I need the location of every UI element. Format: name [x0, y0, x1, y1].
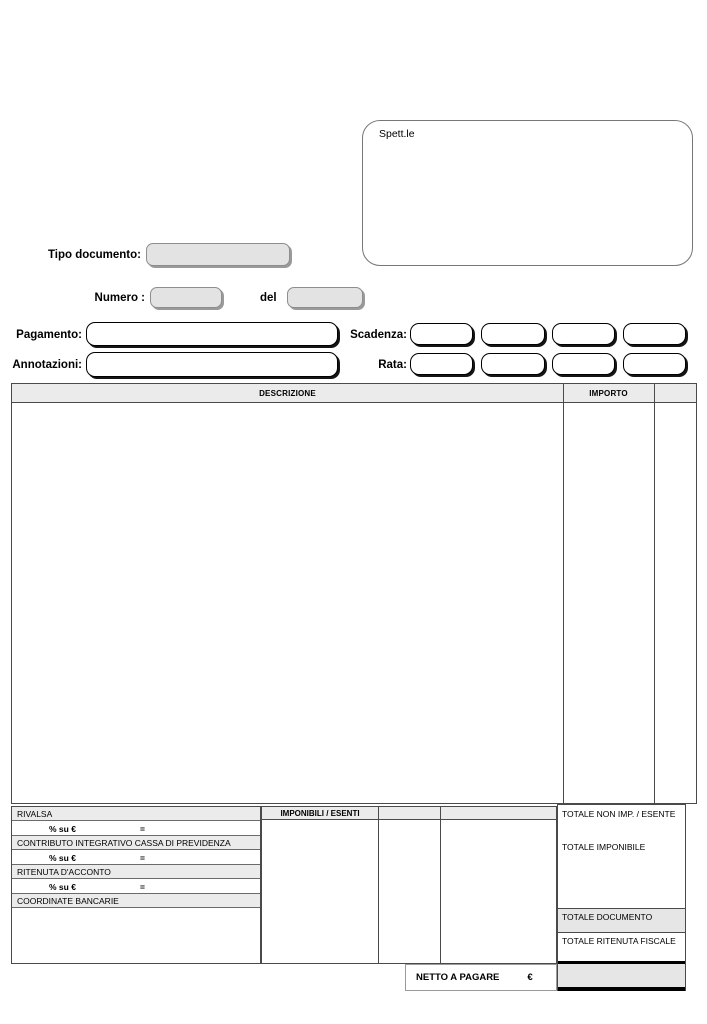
del-label: del [260, 292, 277, 304]
scadenza-box-1[interactable] [410, 323, 473, 345]
netto-a-pagare-value-cell [558, 964, 685, 987]
annotazioni-label: Annotazioni: [12, 359, 82, 371]
totals-upper-cell [558, 805, 685, 908]
tipo-documento-field[interactable] [146, 243, 290, 266]
contributo-row: CONTRIBUTO INTEGRATIVO CASSA DI PREVIDENZA [12, 836, 260, 850]
totale-documento-cell: TOTALE DOCUMENTO [558, 908, 685, 932]
importo-body-cell[interactable] [564, 403, 654, 803]
imponibili-column-2 [379, 807, 441, 963]
contributo-percent-row[interactable] [12, 850, 260, 865]
rata-box-2[interactable] [481, 353, 545, 375]
netto-a-pagare-label: NETTO A PAGARE [416, 972, 500, 983]
imponibili-column-3 [441, 807, 556, 963]
equals-sign: = [140, 882, 145, 892]
scadenza-box-2[interactable] [481, 323, 545, 345]
rata-box-3[interactable] [552, 353, 615, 375]
descrizione-header: DESCRIZIONE [259, 389, 316, 398]
scadenza-box-4[interactable] [623, 323, 686, 345]
charges-box [11, 806, 261, 964]
ritenuta-acconto-row: RITENUTA D'ACCONTO [12, 865, 260, 879]
rata-box-4[interactable] [623, 353, 686, 375]
totale-non-imponibile-label: TOTALE NON IMP. / ESENTE [562, 809, 676, 819]
percent-label: % su € [49, 824, 76, 834]
recipient-label: Spett.le [379, 128, 415, 140]
annotazioni-field[interactable] [86, 352, 338, 377]
euro-symbol: € [527, 972, 533, 983]
tipo-documento-label: Tipo documento: [47, 249, 141, 261]
ritenuta-percent-row[interactable] [12, 879, 260, 894]
items-table-header [12, 384, 696, 403]
scadenza-label: Scadenza: [350, 329, 407, 341]
recipient-address-box[interactable] [362, 120, 693, 266]
imponibili-value-cell-1[interactable] [262, 820, 378, 963]
grand-total-double-rule [558, 987, 685, 991]
rivalsa-percent-row[interactable] [12, 821, 260, 836]
percent-label: % su € [49, 882, 76, 892]
items-table [11, 383, 697, 804]
equals-sign: = [140, 853, 145, 863]
totale-imponibile-label: TOTALE IMPONIBILE [562, 842, 646, 852]
numero-field[interactable] [150, 287, 222, 308]
imponibili-header-blank-1 [379, 807, 440, 820]
scadenza-box-3[interactable] [552, 323, 615, 345]
coordinate-bancarie-row: COORDINATE BANCARIE [12, 894, 260, 908]
imponibili-header-blank-2 [441, 807, 556, 820]
rata-label: Rata: [378, 359, 407, 371]
totals-box [557, 804, 686, 991]
numero-label: Numero : [94, 292, 145, 304]
descrizione-body-cell[interactable] [12, 403, 563, 803]
pagamento-label: Pagamento: [16, 329, 82, 341]
pagamento-field[interactable] [86, 322, 338, 346]
netto-a-pagare-box [405, 964, 557, 991]
coordinate-bancarie-area[interactable] [12, 908, 260, 965]
importo-header: IMPORTO [589, 389, 628, 398]
imponibili-header: IMPONIBILI / ESENTI [262, 807, 378, 820]
totale-ritenuta-fiscale-cell: TOTALE RITENUTA FISCALE [558, 932, 685, 961]
percent-label: % su € [49, 853, 76, 863]
imponibili-value-cell-3[interactable] [441, 820, 556, 963]
rivalsa-row: RIVALSA [12, 807, 260, 821]
imponibili-section [261, 806, 557, 964]
imponibili-column-1 [262, 807, 379, 963]
extra-body-cell[interactable] [655, 403, 697, 803]
equals-sign: = [140, 824, 145, 834]
data-documento-field[interactable] [287, 287, 363, 308]
imponibili-value-cell-2[interactable] [379, 820, 440, 963]
rata-box-1[interactable] [410, 353, 473, 375]
